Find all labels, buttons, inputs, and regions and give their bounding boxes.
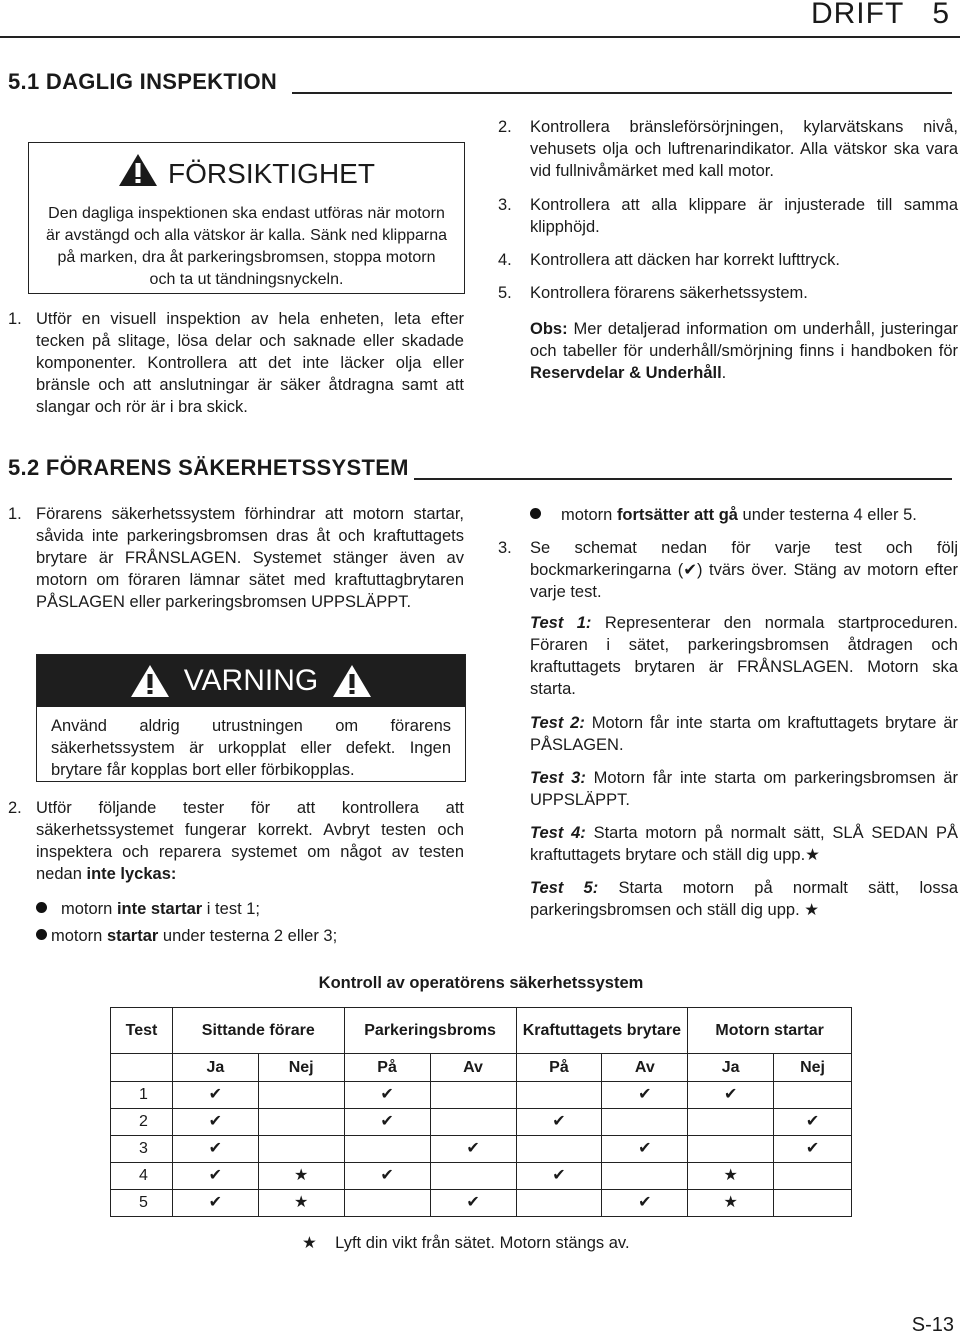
table-cell: ✔ — [774, 1109, 852, 1136]
obs-bold: Reservdelar & Underhåll — [530, 364, 722, 382]
table-header: Sittande förare — [172, 1008, 344, 1054]
table-cell-test: 3 — [111, 1136, 173, 1163]
table-cell-test: 5 — [111, 1190, 173, 1217]
item-number: 4. — [498, 251, 512, 269]
section-rule — [292, 92, 952, 94]
table-cell: ✔ — [430, 1190, 516, 1217]
bullet-bold: startar — [106, 927, 159, 945]
obs-label: Obs: — [530, 320, 568, 338]
test-text: Motorn får inte starta om kraftuttagets brytare är PÅSLAGEN. — [530, 714, 959, 754]
caution-heading — [29, 153, 464, 191]
list-item — [498, 249, 958, 271]
table-cell: ★ — [258, 1190, 344, 1217]
section-title-5-1: 5.1 DAGLIG INSPEKTION — [8, 69, 278, 94]
warning-triangle-icon — [118, 153, 158, 187]
table-cell — [774, 1163, 852, 1190]
bullet-pre: motorn — [61, 900, 117, 918]
header-rule — [0, 36, 960, 38]
table-cell — [774, 1190, 852, 1217]
bullet-dot-icon — [36, 929, 47, 940]
table-subheader: Ja — [688, 1054, 774, 1082]
list-item — [498, 116, 958, 182]
warning-title: VARNING — [183, 664, 319, 697]
star-icon: ★ — [302, 1234, 317, 1252]
table-cell — [602, 1163, 688, 1190]
list-item — [498, 282, 958, 304]
bullet-item — [36, 898, 260, 920]
table-cell: ✔ — [602, 1136, 688, 1163]
page-number: S-13 — [911, 1314, 954, 1336]
bullet-post: under testerna 2 eller 3; — [158, 927, 338, 945]
table-body — [111, 1082, 852, 1217]
table-cell — [516, 1082, 602, 1109]
bullet-pre: motorn — [561, 506, 617, 524]
table-subheader: Av — [602, 1054, 688, 1082]
bullet-item — [36, 925, 337, 947]
table-cell: ✔ — [172, 1190, 258, 1217]
caution-text: Den dagliga inspektionen ska endast utföras när motorn är avstängd och alla vätskor är kalla. Sänk ned klipparna på marken, dra åt parkeringsbromsen, stoppa motorn och ta ut tändningsnyckeln. — [45, 205, 448, 288]
bullet-bold: fortsätter att gå — [616, 506, 738, 524]
table-row — [111, 1163, 852, 1190]
test-description — [530, 767, 958, 811]
caution-box — [28, 142, 465, 294]
table-subheader: Nej — [774, 1054, 852, 1082]
item-number: 1. — [8, 310, 22, 328]
bullet-bold: inte startar — [116, 900, 203, 918]
bullet-dot-icon — [36, 902, 47, 913]
table-header: Parkeringsbroms — [344, 1008, 516, 1054]
table-row — [111, 1136, 852, 1163]
header-section-number: 5 — [932, 0, 950, 30]
obs-note — [530, 318, 958, 384]
table-cell — [516, 1136, 602, 1163]
test-description — [530, 877, 958, 921]
test-label: Test 1: — [530, 614, 592, 632]
table-cell: ★ — [688, 1163, 774, 1190]
item-text: Se schemat nedan för varje test och följ bockmarkeringarna (✔) tvärs över. Stäng av motorn efter varje test. — [530, 539, 958, 601]
header-title: DRIFT — [810, 0, 905, 30]
bullet-post: under testerna 4 eller 5. — [737, 506, 917, 524]
item-text: Kontrollera förarens säkerhetssystem. — [530, 284, 808, 302]
table-cell: ✔ — [430, 1136, 516, 1163]
table-cell: ✔ — [172, 1163, 258, 1190]
table-subheader: Nej — [258, 1054, 344, 1082]
table-cell: ✔ — [516, 1163, 602, 1190]
table-cell: ✔ — [344, 1082, 430, 1109]
table-cell: ✔ — [688, 1082, 774, 1109]
table-cell — [688, 1136, 774, 1163]
item-number: 2. — [8, 799, 22, 817]
table-cell — [516, 1190, 602, 1217]
table-cell-test: 2 — [111, 1109, 173, 1136]
table-cell: ✔ — [774, 1136, 852, 1163]
table-cell: ✔ — [602, 1082, 688, 1109]
warning-box — [36, 654, 466, 782]
list-item — [498, 537, 958, 603]
table-cell — [430, 1082, 516, 1109]
item-number: 3. — [498, 196, 512, 214]
caution-title: FÖRSIKTIGHET — [168, 158, 375, 189]
item-number: 5. — [498, 284, 512, 302]
table-cell — [344, 1136, 430, 1163]
item-number: 3. — [498, 539, 512, 557]
item-bold: inte lyckas: — [86, 865, 177, 883]
table-cell — [688, 1109, 774, 1136]
table-cell: ✔ — [602, 1190, 688, 1217]
item-text: Kontrollera bränsleförsörjningen, kylarvätskans nivå, vehusets olja och luftrenarindikator. Alla vätskor ska vara vid fullnivåmärket med kall motor. — [530, 118, 958, 180]
test-text: Starta motorn på normalt sätt, lossa parkeringsbromsen och ställ dig upp. ★ — [530, 879, 958, 919]
page-header — [811, 0, 950, 32]
safety-test-table — [110, 1007, 852, 1217]
warning-heading — [37, 655, 465, 707]
table-subheader: På — [344, 1054, 430, 1082]
warning-triangle-icon — [130, 664, 170, 698]
table-cell-test: 1 — [111, 1082, 173, 1109]
item-text: Kontrollera att däcken har korrekt lufttryck. — [530, 251, 840, 269]
table-cell — [258, 1109, 344, 1136]
item-text: Utför en visuell inspektion av hela enheten, leta efter tecken på slitage, lösa delar och saknade eller skadade komponenter. Kontrollera att det inte läcker olja eller bränsle och att anslutningar är säker åtdragna samt att slangar och rör är i bra skick. — [36, 310, 464, 416]
table-footnote — [302, 1232, 630, 1254]
table-cell — [344, 1190, 430, 1217]
test-label: Test 3: — [530, 769, 586, 787]
table-cell: ✔ — [172, 1082, 258, 1109]
bullet-dot-icon — [530, 508, 541, 519]
test-text: Starta motorn på normalt sätt, SLÅ SEDAN PÅ kraftuttagets brytare och ställ dig upp.★ — [530, 824, 958, 864]
footnote-text: Lyft din vikt från sätet. Motorn stängs av. — [335, 1234, 630, 1252]
table-cell: ✔ — [172, 1109, 258, 1136]
test-text: Motorn får inte starta om parkeringsbromsen är UPPSLÄPPT. — [530, 769, 958, 809]
bullet-post: i test 1; — [202, 900, 260, 918]
test-description — [530, 612, 958, 700]
table-cell: ✔ — [172, 1136, 258, 1163]
obs-end: . — [721, 364, 727, 382]
bullet-item — [530, 504, 917, 526]
table-subheader: Av — [430, 1054, 516, 1082]
table-cell-test: 4 — [111, 1163, 173, 1190]
table-cell — [602, 1109, 688, 1136]
table-header: Test — [111, 1008, 173, 1054]
test-label: Test 4: — [530, 824, 586, 842]
table-cell — [258, 1136, 344, 1163]
table-cell: ✔ — [344, 1109, 430, 1136]
table-cell — [430, 1163, 516, 1190]
list-item — [8, 797, 464, 885]
item-text: Kontrollera att alla klippare är injusterade till samma klipphöjd. — [530, 196, 958, 236]
warning-triangle-icon — [332, 664, 372, 698]
table-cell — [774, 1082, 852, 1109]
table-caption: Kontroll av operatörens säkerhetssystem — [318, 974, 644, 992]
table-cell: ★ — [688, 1190, 774, 1217]
table-cell: ✔ — [344, 1163, 430, 1190]
table-row — [111, 1082, 852, 1109]
table-header: Motorn startar — [688, 1008, 852, 1054]
test-text: Representerar den normala startproceduren. Föraren i sätet, parkeringsbromsen åtdragen och kraftuttagets brytaren är FRÅNSLAGEN. Motorn ska starta. — [530, 614, 958, 698]
table-row — [111, 1109, 852, 1136]
list-item — [8, 503, 464, 613]
test-description — [530, 712, 958, 756]
bullet-pre: motorn — [51, 927, 107, 945]
table-header: Kraftuttagets brytare — [516, 1008, 688, 1054]
obs-text: Mer detaljerad information om underhåll, justeringar och tabeller för underhåll/smörjning finns i handboken för — [530, 320, 958, 360]
section-rule — [414, 478, 952, 480]
test-description — [530, 822, 958, 866]
section-title-5-2: 5.2 FÖRARENS SÄKERHETSSYSTEM — [8, 455, 409, 480]
test-label: Test 2: — [530, 714, 585, 732]
warning-text: Använd aldrig utrustningen om förarens säkerhetssystem är urkopplat eller defekt. Ingen brytare får kopplas bort eller förbikopplas. — [51, 717, 451, 779]
list-item — [8, 308, 464, 418]
test-label: Test 5: — [530, 879, 599, 897]
table-row — [111, 1190, 852, 1217]
table-cell — [430, 1109, 516, 1136]
table-cell: ✔ — [516, 1109, 602, 1136]
table-cell — [258, 1082, 344, 1109]
item-text: Förarens säkerhetssystem förhindrar att motorn startar, såvida inte parkeringsbromsen dras åt och kraftuttagets brytare är FRÅNSLAGEN. Systemet stänger även av motorn om föraren lämnar sätet med kraftuttagbrytaren PÅSLAGEN eller parkeringsbromsen UPPSLÄPPT. — [36, 505, 464, 611]
table-header — [111, 1054, 173, 1082]
table-subheader: På — [516, 1054, 602, 1082]
item-number: 1. — [8, 505, 22, 523]
item-number: 2. — [498, 118, 512, 136]
item-text: Utför följande tester för att kontrollera att säkerhetssystemet fungerar korrekt. Avbryt testen och inspektera och reparera systemet om något av testen nedan — [36, 799, 464, 883]
table-cell: ★ — [258, 1163, 344, 1190]
list-item — [498, 194, 958, 238]
table-subheader: Ja — [172, 1054, 258, 1082]
